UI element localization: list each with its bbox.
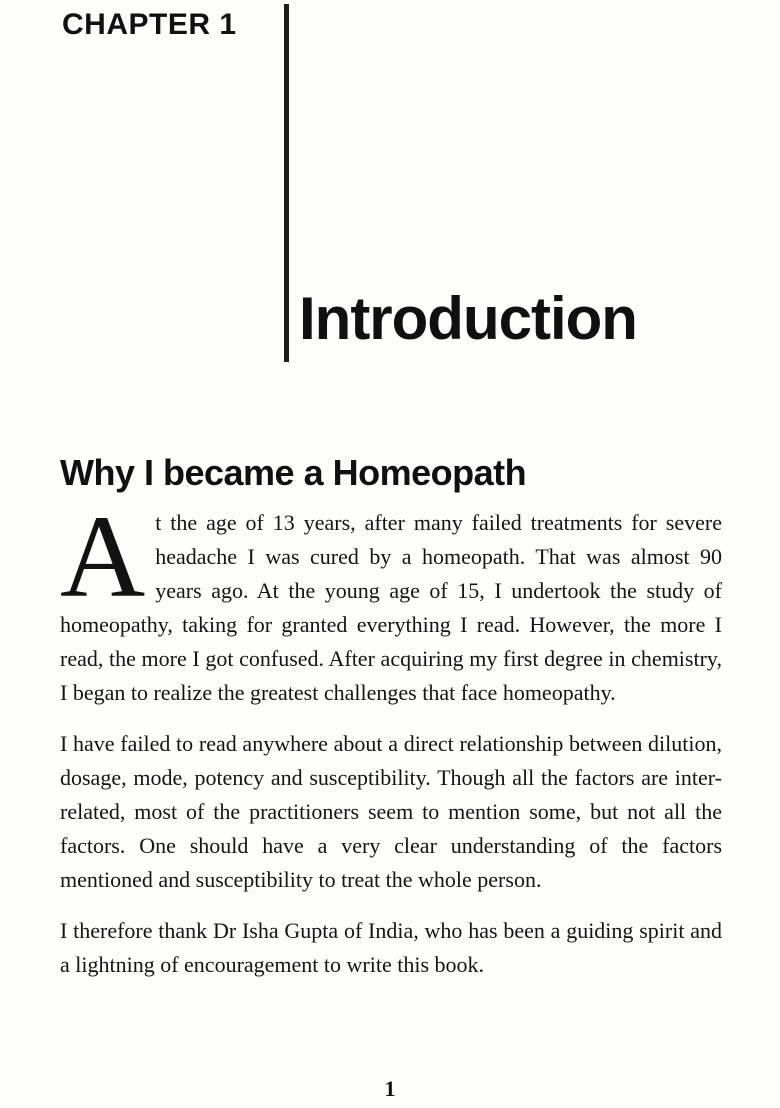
section-heading: Why I became a Homeopath xyxy=(60,452,527,493)
paragraph-dropcap xyxy=(60,491,722,710)
chapter-label: CHAPTER 1 xyxy=(62,8,237,41)
body-text xyxy=(60,491,722,999)
chapter-title: Introduction xyxy=(299,285,637,352)
paragraph-text: t the age of 13 years, after many failed treatments for severe headache I was cured by a homeopath. That was almost 90 years ago. At the young age of 15, I undertook the study of homeopathy, taking for granted everything I read. However, the more I read, the more I got confused. After acquiring my first degree in chemistry, I began to realize the greatest challenges that face homeopathy. xyxy=(60,510,722,705)
paragraph: I have failed to read anywhere about a direct relationship between dilution, dosage, mode, potency and susceptibility. Though all the factors are inter-related, most of the practitioners seem to mention some, but not all the factors. One should have a very clear understanding of the factors mentioned and susceptibility to treat the whole person. xyxy=(60,731,722,892)
paragraph: I therefore thank Dr Isha Gupta of India, who has been a guiding spirit and a lightning of encouragement to write this book. xyxy=(60,918,722,977)
drop-cap-letter: A xyxy=(60,491,146,622)
page-number: 1 xyxy=(384,1076,396,1101)
chapter-divider-rule xyxy=(284,4,289,362)
